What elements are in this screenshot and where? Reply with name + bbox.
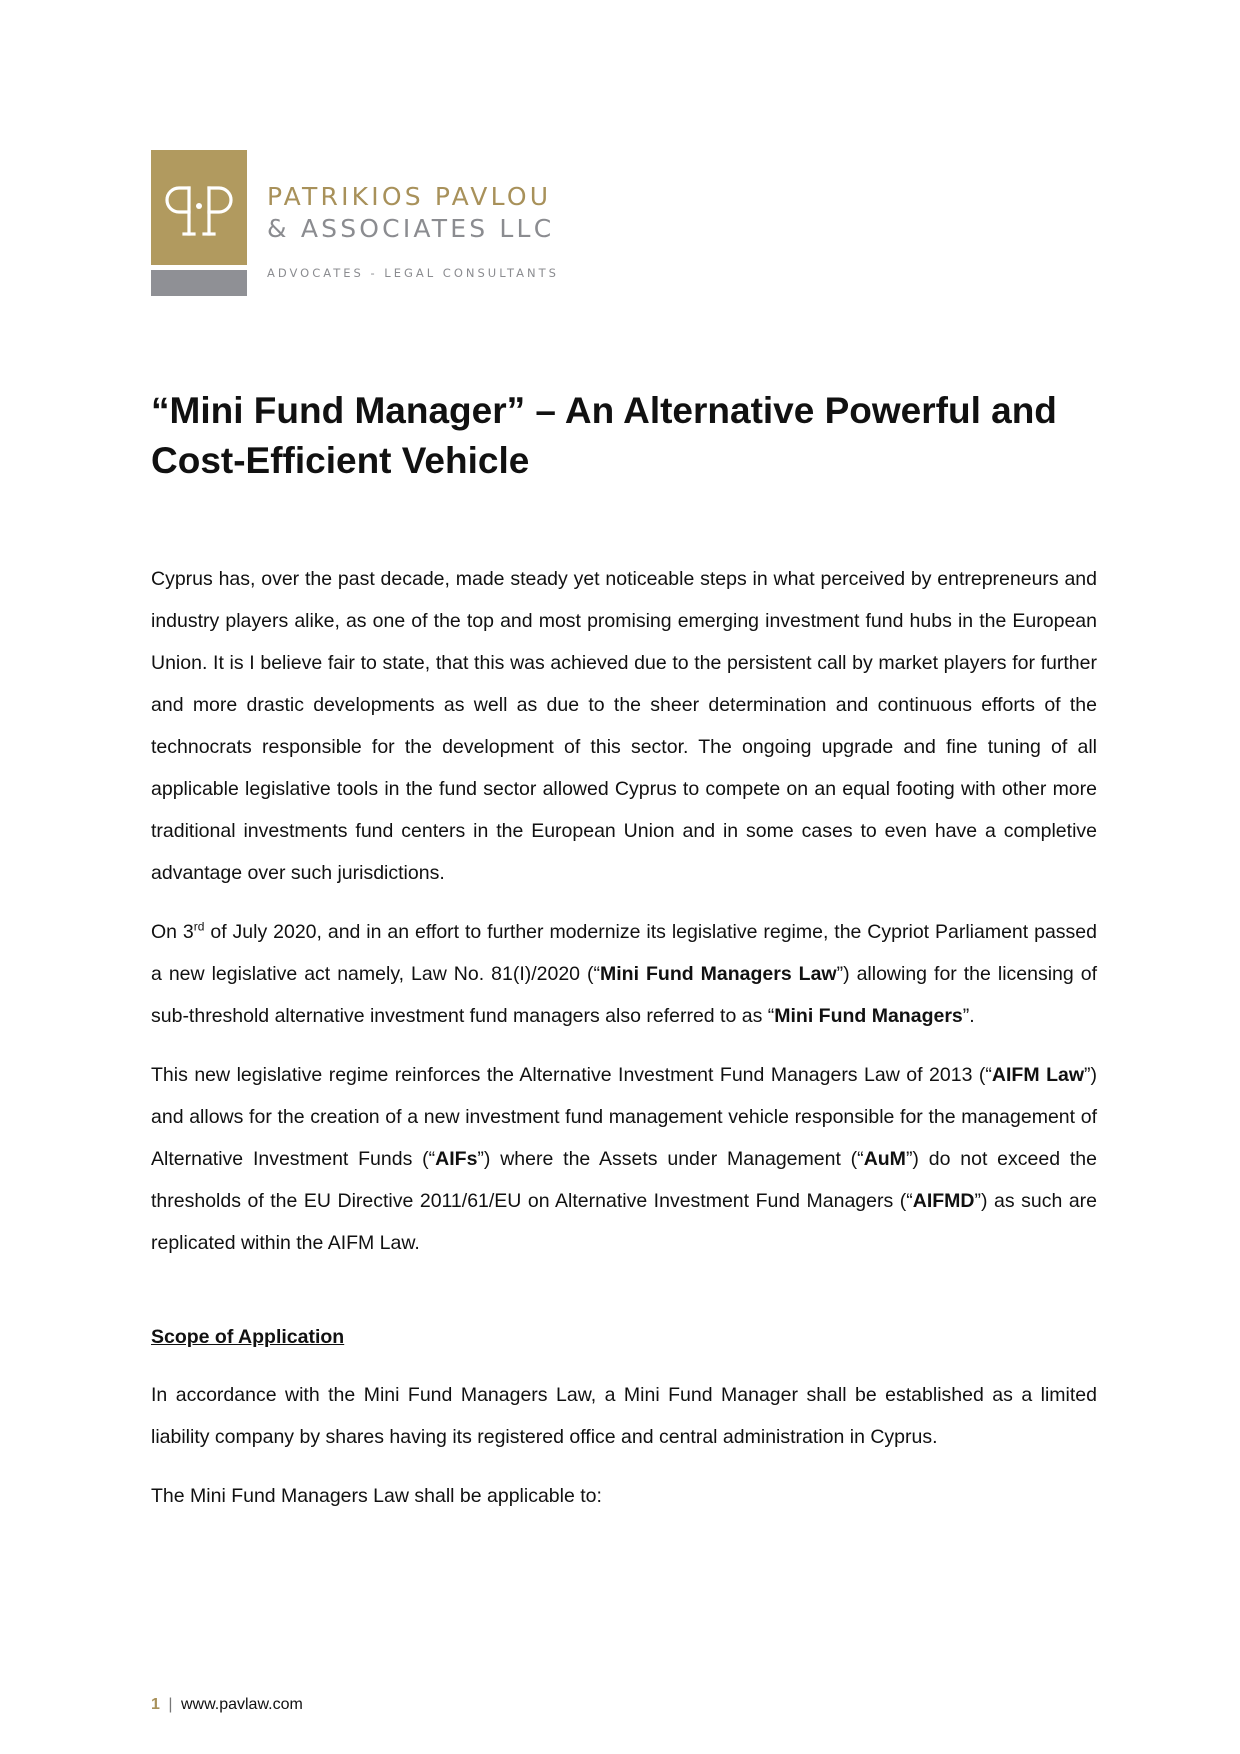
- p3-bold-term-2: AIFs: [435, 1148, 478, 1170]
- page-footer: [151, 1696, 303, 1714]
- pp-monogram-icon: [151, 150, 247, 265]
- p3-bold-term-1: AIFM Law: [991, 1064, 1084, 1086]
- footer-separator: |: [168, 1696, 173, 1713]
- firm-logo: [151, 150, 591, 296]
- firm-tagline: ADVOCATES - LEGAL CONSULTANTS: [267, 266, 559, 280]
- p3-bold-term-3: AuM: [863, 1148, 906, 1170]
- document-title: “Mini Fund Manager” – An Alternative Powerful and Cost-Efficient Vehicle: [151, 390, 1057, 481]
- paragraph-regime: [151, 1054, 1097, 1264]
- p3-text-b: ”) and allows for the creation of a new investment fund management vehicle responsible for the management of Alternative Investment Funds (“: [151, 1064, 1097, 1170]
- paragraph-establishment: In accordance with the Mini Fund Managers Law, a Mini Fund Manager shall be established as a limited liability company by shares having its registered office and central administration in Cyprus.: [151, 1384, 1097, 1448]
- firm-name-line-1: PATRIKIOS PAVLOU: [267, 182, 552, 211]
- section-heading-scope: Scope of Application: [151, 1326, 345, 1348]
- p3-bold-term-4: AIFMD: [912, 1190, 975, 1212]
- p2-text-d: ”.: [962, 1005, 975, 1027]
- paragraph-law-passed: [151, 911, 1097, 1037]
- p2-text-b: of July 2020, and in an effort to further modernize its legislative regime, the Cypriot Parliament passed a new legislative act namely, Law No. 81(I)/2020 (“: [151, 921, 1097, 985]
- document-body: [151, 558, 1097, 1534]
- logo-mark: [151, 150, 247, 296]
- footer-website-link[interactable]: www.pavlaw.com: [180, 1696, 303, 1713]
- p2-text-c: ”) allowing for the licensing of sub-threshold alternative investment fund managers also referred to as “: [151, 963, 1097, 1027]
- p2-superscript: rd: [193, 919, 205, 934]
- p2-bold-term-1: Mini Fund Managers Law: [600, 963, 837, 985]
- logo-grey-bar: [151, 270, 247, 296]
- p3-text-a: This new legislative regime reinforces the Alternative Investment Fund Managers Law of 2013 (“: [151, 1064, 992, 1086]
- p2-bold-term-2: Mini Fund Managers: [774, 1005, 963, 1027]
- p2-text-a: On 3: [151, 921, 194, 943]
- paragraph-intro: Cyprus has, over the past decade, made steady yet noticeable steps in what perceived by entrepreneurs and industry players alike, as one of the top and most promising emerging investment fund hubs in the European Union. It is I believe fair to state, that this was achieved due to the persistent call by market players for further and more drastic developments as well as due to the sheer determination and continuous efforts of the technocrats responsible for the development of this sector. The ongoing upgrade and fine tuning of all applicable legislative tools in the fund sector allowed Cyprus to compete on an equal footing with other more traditional investments fund centers in the European Union and in some cases to even have a completive advantage over such jurisdictions.: [151, 568, 1097, 884]
- page-number: 1: [151, 1696, 160, 1713]
- p3-text-e: ”) as such are replicated within the AIFM Law.: [151, 1190, 1097, 1254]
- p3-text-d: ”) do not exceed the thresholds of the EU Directive 2011/61/EU on Alternative Investment Fund Managers (“: [151, 1148, 1097, 1212]
- firm-name-line-2: & ASSOCIATES LLC: [267, 214, 555, 243]
- paragraph-applicable: The Mini Fund Managers Law shall be applicable to:: [151, 1485, 602, 1507]
- p3-text-c: ”) where the Assets under Management (“: [477, 1148, 864, 1170]
